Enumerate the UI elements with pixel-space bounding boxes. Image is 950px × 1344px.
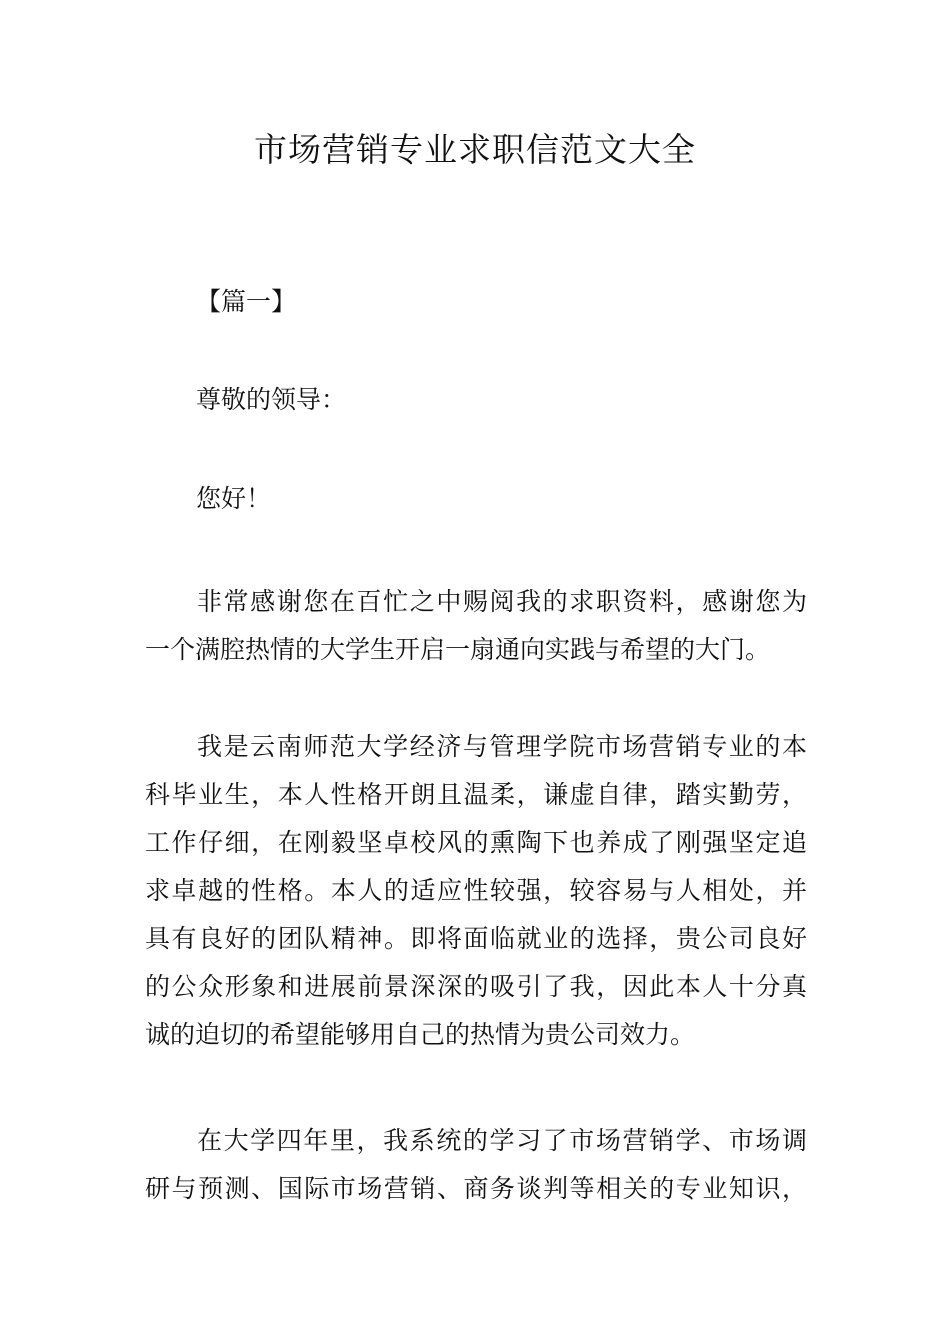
section-heading: 【篇一】 xyxy=(196,287,297,316)
paragraph-line: 我是云南师范大学经济与管理学院市场营销专业的本 xyxy=(197,732,807,761)
paragraph-line: 求卓越的性格。本人的适应性较强，较容易与人相处，并 xyxy=(145,876,807,905)
paragraph-line: 研与预测、国际市场营销、商务谈判等相关的专业知识， xyxy=(145,1174,807,1203)
paragraph-line: 一个满腔热情的大学生开启一扇通向实践与希望的大门。 xyxy=(145,635,771,664)
paragraph-line: 非常感谢您在百忙之中赐阅我的求职资料，感谢您为 xyxy=(197,587,807,616)
salutation: 尊敬的领导： xyxy=(196,385,347,414)
paragraph-line: 具有良好的团队精神。即将面临就业的选择，贵公司良好 xyxy=(145,924,807,953)
paragraph-1 xyxy=(145,578,807,674)
document-title: 市场营销专业求职信范文大全 xyxy=(254,130,696,169)
paragraph-line: 的公众形象和进展前景深深的吸引了我，因此本人十分真 xyxy=(145,972,807,1001)
paragraph-3 xyxy=(145,1117,807,1213)
paragraph-line: 在大学四年里，我系统的学习了市场营销学、市场调 xyxy=(197,1126,807,1155)
paragraph-line: 诚的迫切的希望能够用自己的热情为贵公司效力。 xyxy=(145,1020,696,1049)
paragraph-line: 科毕业生，本人性格开朗且温柔，谦虚自律，踏实勤劳， xyxy=(145,780,807,809)
greeting: 您好！ xyxy=(196,484,272,513)
paragraph-2 xyxy=(145,723,807,1059)
paragraph-line: 工作仔细，在刚毅坚卓校风的熏陶下也养成了刚强坚定追 xyxy=(145,828,807,857)
